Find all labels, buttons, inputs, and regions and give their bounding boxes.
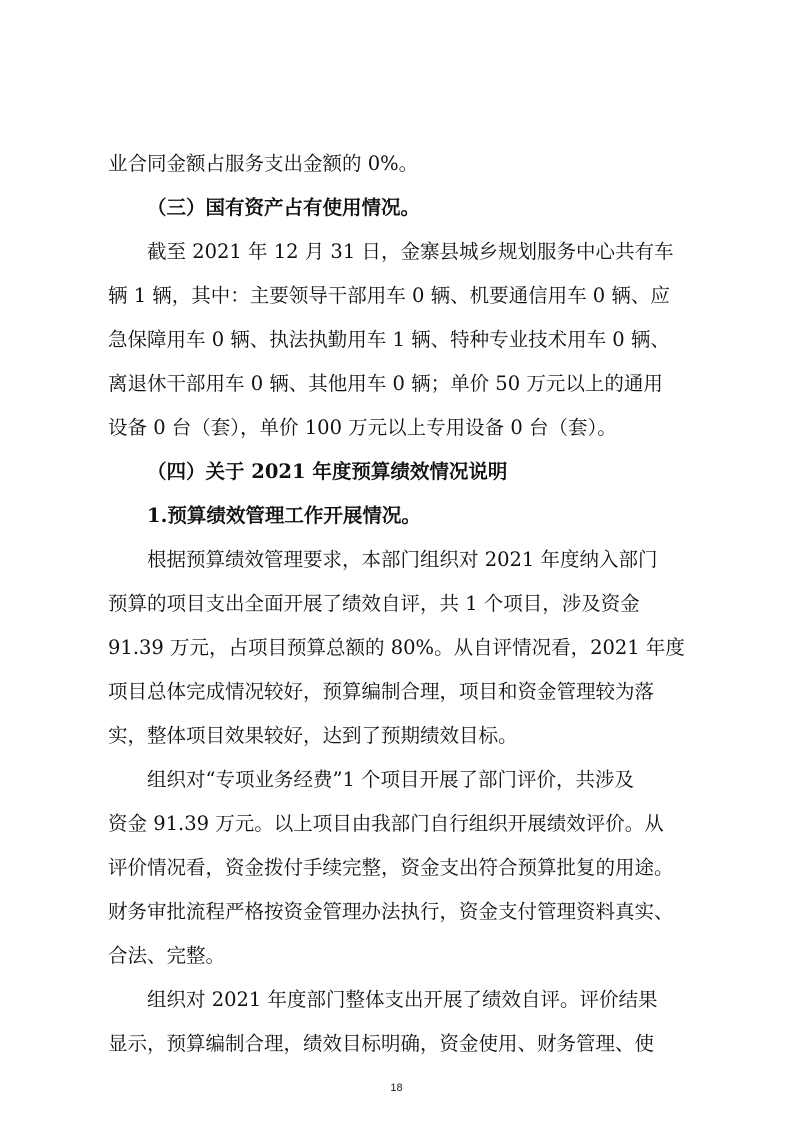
text-line: 91.39 万元，占项目预算总额的 80%。从自评情况看，2021 年度 bbox=[108, 636, 685, 659]
text-line: 业合同金额占服务支出金额的 0%。 bbox=[108, 152, 419, 175]
section-heading-performance: （四）关于 2021 年度预算绩效情况说明 bbox=[147, 460, 508, 483]
text-line: 急保障用车 0 辆、执法执勤用车 1 辆、特种专业技术用车 0 辆、 bbox=[108, 328, 670, 351]
text-line: 组织对 2021 年度部门整体支出开展了绩效自评。评价结果 bbox=[147, 988, 658, 1011]
text-line: 财务审批流程严格按资金管理办法执行，资金支付管理资料真实、 bbox=[108, 900, 674, 923]
text-line: 显示，预算编制合理，绩效目标明确，资金使用、财务管理、使 bbox=[108, 1032, 655, 1055]
subsection-heading: 1.预算绩效管理工作开展情况。 bbox=[147, 504, 421, 527]
text-line: 资金 91.39 万元。以上项目由我部门自行组织开展绩效评价。从 bbox=[108, 812, 664, 835]
text-line: 项目总体完成情况较好，预算编制合理，项目和资金管理较为落 bbox=[108, 680, 655, 703]
text-line: 根据预算绩效管理要求，本部门组织对 2021 年度纳入部门 bbox=[147, 548, 658, 571]
text-line: 设备 0 台（套），单价 100 万元以上专用设备 0 台（套）。 bbox=[108, 416, 617, 439]
text-line: 离退休干部用车 0 辆、其他用车 0 辆；单价 50 万元以上的通用 bbox=[108, 372, 663, 395]
section-heading-assets: （三）国有资产占有使用情况。 bbox=[147, 196, 421, 219]
text-line: 实，整体项目效果较好，达到了预期绩效目标。 bbox=[108, 724, 518, 747]
text-line: 截至 2021 年 12 月 31 日，金寨县城乡规划服务中心共有车 bbox=[147, 240, 674, 263]
text-line: 评价情况看，资金拨付手续完整，资金支出符合预算批复的用途。 bbox=[108, 856, 674, 879]
text-line: 预算的项目支出全面开展了绩效自评，共 1 个项目，涉及资金 bbox=[108, 592, 640, 615]
text-line: 辆 1 辆，其中：主要领导干部用车 0 辆、机要通信用车 0 辆、应 bbox=[108, 284, 670, 307]
text-line: 合法、完整。 bbox=[108, 944, 226, 967]
page-number: 18 bbox=[390, 1082, 403, 1094]
text-line: 组织对“专项业务经费”1 个项目开展了部门评价，共涉及 bbox=[147, 768, 635, 791]
